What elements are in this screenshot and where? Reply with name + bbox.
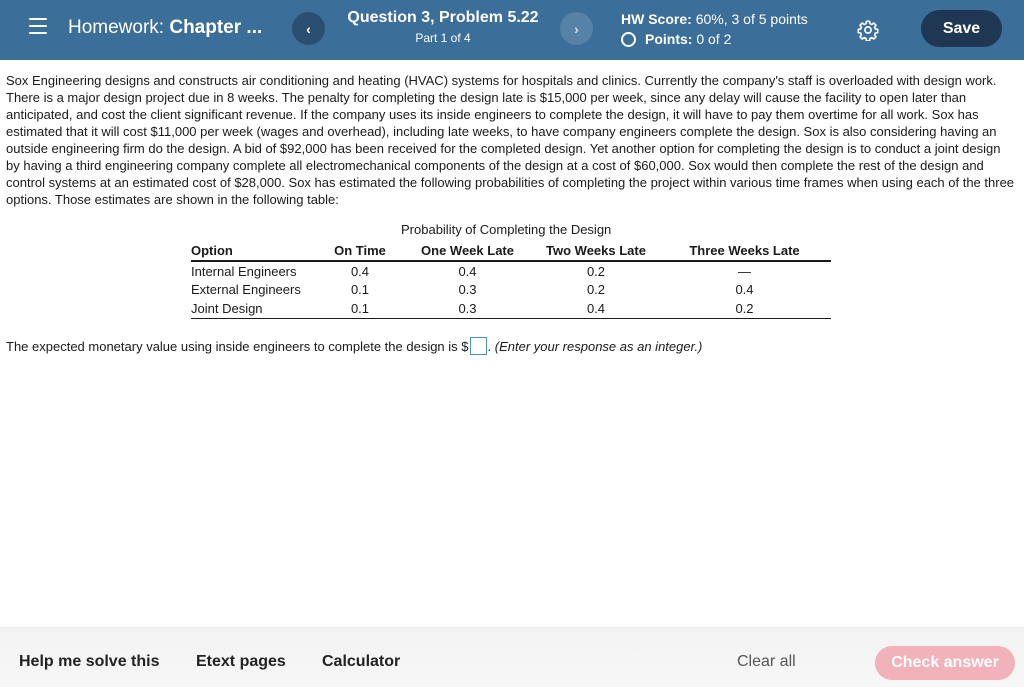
points-value: 0 of 2 xyxy=(696,31,732,47)
table-row xyxy=(191,261,831,280)
hw-score xyxy=(621,11,808,27)
question-info xyxy=(330,9,556,45)
points-status-icon xyxy=(621,32,636,47)
table-cell: 0.4 xyxy=(586,300,606,316)
table-row xyxy=(191,299,831,318)
table-cell: 0.4 xyxy=(350,264,370,279)
table-cell: Internal Engineers xyxy=(191,264,297,279)
col-header-option: Option xyxy=(191,241,319,261)
question-part: Part 1 of 4 xyxy=(415,31,471,45)
table-row xyxy=(191,280,831,299)
table-cell: 0.2 xyxy=(586,264,606,279)
problem-statement: Sox Engineering designs and constructs air conditioning and heating (HVAC) systems for hospitals and clinics. Currently the company's staff is overloaded with design work. There is a major design project due in 8 weeks. The penalty for completing the design late is $15,000 per week, since any delay will cause the facility to open later than anticipated, and cost the client significant revenue. If the company uses its inside engineers to complete the design, it will have to pay them overtime for all work. Sox has estimated that it will cost $11,000 per week (wages and overhead), including late weeks, to have company engineers complete the design. Sox is also considering having an outside engineering firm do the design. A bid of $92,000 has been received for the completed design. Yet another option for completing the design is to conduct a joint design by having a third engineering company complete all electromechanical components of the design at a cost of $60,000. Sox would then complete the rest of the design and control systems at an estimated cost of $28,000. Sox has estimated the following probabilities of completing the project within various time frames when using each of the three options. Those estimates are shown in the following table: xyxy=(6,73,1015,207)
question-line xyxy=(6,337,702,355)
calculator-button[interactable]: Calculator xyxy=(322,653,401,670)
check-answer-button[interactable]: Check answer xyxy=(875,646,1015,680)
etext-pages-button[interactable]: Etext pages xyxy=(196,653,286,670)
save-button[interactable]: Save xyxy=(921,10,1002,47)
col-header-on-time: On Time xyxy=(319,241,401,261)
table-cell: Joint Design xyxy=(191,300,263,316)
answer-input[interactable] xyxy=(470,337,487,355)
hw-score-value: 60%, 3 of 5 points xyxy=(695,11,808,27)
table-cell: 0.2 xyxy=(586,282,606,297)
question-hint: (Enter your response as an integer.) xyxy=(494,338,703,354)
table-cell: 0.4 xyxy=(735,282,754,297)
points-label: Points: xyxy=(645,31,693,47)
table-cell: 0.3 xyxy=(458,300,477,316)
col-header-two-weeks-late: Two Weeks Late xyxy=(534,241,658,261)
previous-question-button[interactable]: ‹ xyxy=(292,12,325,45)
question-title: Question 3, Problem 5.22 xyxy=(347,9,539,26)
col-header-three-weeks-late: Three Weeks Late xyxy=(658,241,831,261)
score-info xyxy=(621,11,808,47)
bottom-toolbar xyxy=(0,627,1024,687)
col-header-one-week-late: One Week Late xyxy=(401,241,534,261)
table-header-row xyxy=(191,241,831,261)
table-cell: 0.1 xyxy=(350,300,370,316)
homework-title xyxy=(68,17,262,39)
table-cell: External Engineers xyxy=(191,282,301,297)
homework-prefix: Homework: xyxy=(68,17,165,38)
hw-score-label: HW Score: xyxy=(621,11,692,27)
homework-name: Chapter ... xyxy=(169,17,263,38)
clear-all-button[interactable]: Clear all xyxy=(737,653,796,670)
question-period: . xyxy=(487,338,492,354)
table-cell: 0.4 xyxy=(458,264,477,279)
help-me-solve-this-button[interactable]: Help me solve this xyxy=(19,653,160,670)
table-cell: 0.3 xyxy=(458,282,477,297)
points xyxy=(621,31,808,47)
settings-gear-icon[interactable] xyxy=(857,19,879,41)
top-bar xyxy=(0,0,1024,60)
table-cell: — xyxy=(738,264,751,279)
probability-grid xyxy=(191,241,831,319)
question-prompt: The expected monetary value using inside engineers to complete the design is $ xyxy=(6,338,469,354)
table-cell: 0.1 xyxy=(350,282,370,297)
table-cell: 0.2 xyxy=(735,300,754,316)
hamburger-menu-icon[interactable] xyxy=(29,18,47,34)
next-question-button[interactable]: › xyxy=(560,12,593,45)
